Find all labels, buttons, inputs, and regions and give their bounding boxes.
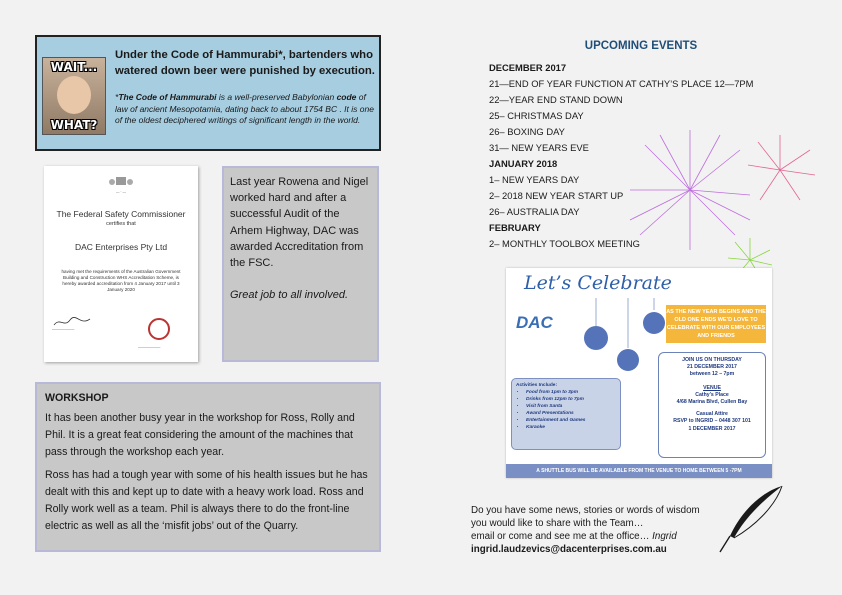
footer-line1: Do you have some news, stories or words of wisdom [471,505,700,516]
flyer-intro: AS THE NEW YEAR BEGINS AND THE OLD ONE ENDS WE’D LOVE TO CELEBRATE WITH OUR EMPLOYEES AND FRIENDS [666,305,766,343]
month-heading: DECEMBER 2017 [489,62,567,73]
meme-top-text: WAIT... [50,60,98,74]
signature-icon [52,316,92,328]
workshop-heading: WORKSHOP [45,392,109,404]
events-list [489,60,819,252]
event-item: 21—END OF YEAR FUNCTION AT CATHY’S PLACE 12—7PM [489,78,754,89]
flyer-title: Let’s Celebrate [524,272,672,294]
dac-logo: DAC [516,313,553,332]
hammurabi-note: *The Code of Hammurabi is a well-preserved Babylonian code of law of ancient Mesopotamia, dating back to about 1754 BC . It is one of the oldest deciphered writings of significant length in the world. [115,92,374,125]
accreditation-para1: Last year Rowena and Nigel worked hard and after a successful Audit of the Arhem Highway, DAC was awarded Accreditation from the FSC. [230,176,369,270]
event-item: 31— NEW YEARS EVE [489,142,589,153]
workshop-box [35,382,381,552]
accreditation-seal-icon [148,318,170,340]
month-heading: JANUARY 2018 [489,158,558,169]
accreditation-para2: Great job to all involved. [230,289,349,302]
signature-block: ───────── [52,328,75,332]
events-title: UPCOMING EVENTS [584,40,698,52]
certificate-company: DAC Enterprises Pty Ltd [74,242,168,252]
event-item: 26– AUSTRALIA DAY [489,206,580,217]
shuttle-bus-banner: A SHUTTLE BUS WILL BE AVAILABLE FROM THE VENUE TO HOME BETWEEN 5 -7PM [506,464,772,478]
workshop-para1: It has been another busy year in the workshop for Ross, Rolly and Phil. It is a great feat considering the amount of the machines that pass through the workshop each year. [45,412,355,458]
quill-pen-icon [712,480,792,560]
event-item: 1– NEW YEARS DAY [489,174,580,185]
month-heading: FEBRUARY [489,222,541,233]
event-item: 2– 2018 NEW YEAR START UP [489,190,624,201]
footer-line3: email or come and see me at the office… Ingrid [471,531,677,542]
workshop-para2: Ross has had a tough year with some of his health issues but he has dealt with this and kept up to date with a heavy work load. Ross and Rolly work well as a team. Phil is always there to do the front-line electric as well as all the ‘misfit jobs’ out of the Quarry. [45,469,368,532]
contact-email-link[interactable]: ingrid.laudzevics@dacenterprises.com.au [471,544,667,555]
fsc-certificate: — · — The Federal Safety Commissioner certifies that DAC Enterprises Pty Ltd having met the requirements of the Australian Government Building and Construction WHS Accreditation Scheme, is hereby awarded accreditation from 4 January 2017 until 3 January 2020 ───────── ───────── [44,166,198,362]
flyer-details: JOIN US ON THURSDAY 21 DECEMBER 2017 between 12 – 7pm VENUE Cathy’s Place 4/68 Marina Blvd, Cullen Bay Casual Attire RSVP to INGRID – 0448 307 101 1 DECEMBER 2017 [658,352,766,458]
certificate-body: having met the requirements of the Australian Government Building and Construction WHS Accreditation Scheme, is hereby awarded accreditation from 4 January 2017 until 3 January 2020 [61,269,181,292]
accreditation-box [222,166,379,362]
event-item: 22—YEAR END STAND DOWN [489,94,623,105]
ornaments-icon [576,298,666,388]
contact-footer [471,504,711,556]
event-item: 2– MONTHLY TOOLBOX MEETING [489,238,640,249]
coat-of-arms-icon [107,176,135,188]
event-item: 26– BOXING DAY [489,126,565,137]
celebration-flyer [506,268,772,478]
flyer-activities: Activities Include: • Food from 1pm to 3pm • Drinks from 12pm to 7pm • Visit from Santa • Award Presentations • Entertainment and Games • Karaoke [511,378,621,450]
certificate-line2: certifies that [106,221,136,227]
certificate-line1: The Federal Safety Commissioner [56,209,186,219]
event-item: 25– CHRISTMAS DAY [489,110,584,121]
hammurabi-title: Under the Code of Hammurabi*, bartenders who watered down beer were punished by execution. [115,49,375,77]
footer-line2: you would like to share with the Team… [471,518,644,529]
baby-meme-image [42,57,106,135]
meme-bottom-text: WHAT? [50,118,98,132]
hammurabi-box [35,35,381,151]
